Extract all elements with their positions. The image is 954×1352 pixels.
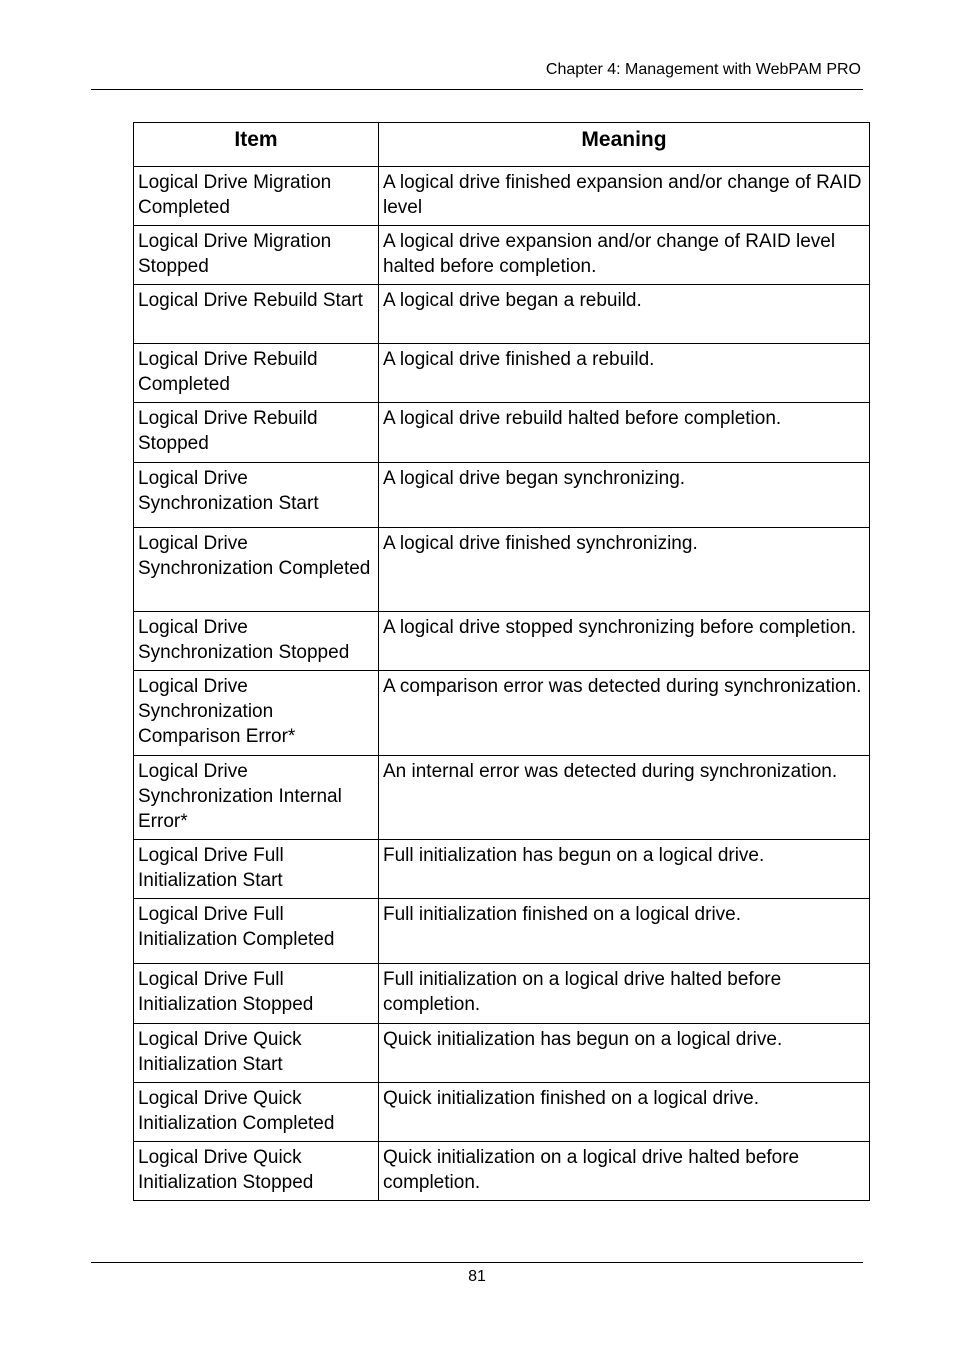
page-header-title: Chapter 4: Management with WebPAM PRO (545, 61, 861, 78)
cell-item: Logical Drive Full Initialization Start (134, 840, 379, 899)
column-header-item: Item (134, 123, 379, 167)
table-row (134, 899, 870, 964)
cell-meaning: A comparison error was detected during synchronization. (379, 671, 870, 756)
cell-meaning: A logical drive rebuild halted before completion. (379, 403, 870, 463)
cell-item: Logical Drive Synchronization Internal Error* (134, 756, 379, 840)
table-row (134, 403, 870, 463)
table-row (134, 285, 870, 344)
table-row (134, 344, 870, 403)
cell-item: Logical Drive Synchronization Stopped (134, 612, 379, 671)
table-row (134, 1083, 870, 1142)
cell-item: Logical Drive Synchronization Start (134, 463, 379, 528)
cell-meaning: A logical drive began a rebuild. (379, 285, 870, 344)
cell-meaning: Quick initialization has begun on a logical drive. (379, 1024, 870, 1083)
cell-item: Logical Drive Quick Initialization Completed (134, 1083, 379, 1142)
table-row (134, 671, 870, 756)
cell-item: Logical Drive Migration Completed (134, 167, 379, 226)
cell-meaning: An internal error was detected during synchronization. (379, 756, 870, 840)
column-header-meaning: Meaning (379, 123, 870, 167)
table-header-row (134, 123, 870, 167)
table-row (134, 226, 870, 285)
event-table (133, 122, 870, 1201)
cell-meaning: A logical drive finished a rebuild. (379, 344, 870, 403)
cell-meaning: Full initialization on a logical drive halted before completion. (379, 964, 870, 1024)
cell-meaning: A logical drive finished synchronizing. (379, 528, 870, 612)
cell-meaning: A logical drive expansion and/or change of RAID level halted before completion. (379, 226, 870, 285)
cell-item: Logical Drive Rebuild Stopped (134, 403, 379, 463)
page-number: 81 (468, 1268, 486, 1285)
table-row (134, 1024, 870, 1083)
cell-meaning: Full initialization finished on a logical drive. (379, 899, 870, 964)
cell-item: Logical Drive Rebuild Completed (134, 344, 379, 403)
cell-item: Logical Drive Synchronization Comparison Error* (134, 671, 379, 756)
table-row (134, 612, 870, 671)
table-row (134, 528, 870, 612)
table-row (134, 167, 870, 226)
table-row (134, 463, 870, 528)
table-body (134, 167, 870, 1201)
cell-meaning: A logical drive finished expansion and/or change of RAID level (379, 167, 870, 226)
footer-rule (91, 1262, 863, 1263)
table-row (134, 1142, 870, 1201)
table-row (134, 840, 870, 899)
cell-item: Logical Drive Full Initialization Completed (134, 899, 379, 964)
cell-meaning: Quick initialization finished on a logical drive. (379, 1083, 870, 1142)
cell-item: Logical Drive Synchronization Completed (134, 528, 379, 612)
header-rule (91, 89, 863, 90)
table-row (134, 756, 870, 840)
cell-item: Logical Drive Quick Initialization Stopped (134, 1142, 379, 1201)
cell-item: Logical Drive Full Initialization Stopped (134, 964, 379, 1024)
cell-item: Logical Drive Rebuild Start (134, 285, 379, 344)
cell-meaning: A logical drive stopped synchronizing before completion. (379, 612, 870, 671)
cell-meaning: Full initialization has begun on a logical drive. (379, 840, 870, 899)
table-row (134, 964, 870, 1024)
cell-meaning: Quick initialization on a logical drive halted before completion. (379, 1142, 870, 1201)
cell-item: Logical Drive Quick Initialization Start (134, 1024, 379, 1083)
cell-meaning: A logical drive began synchronizing. (379, 463, 870, 528)
cell-item: Logical Drive Migration Stopped (134, 226, 379, 285)
